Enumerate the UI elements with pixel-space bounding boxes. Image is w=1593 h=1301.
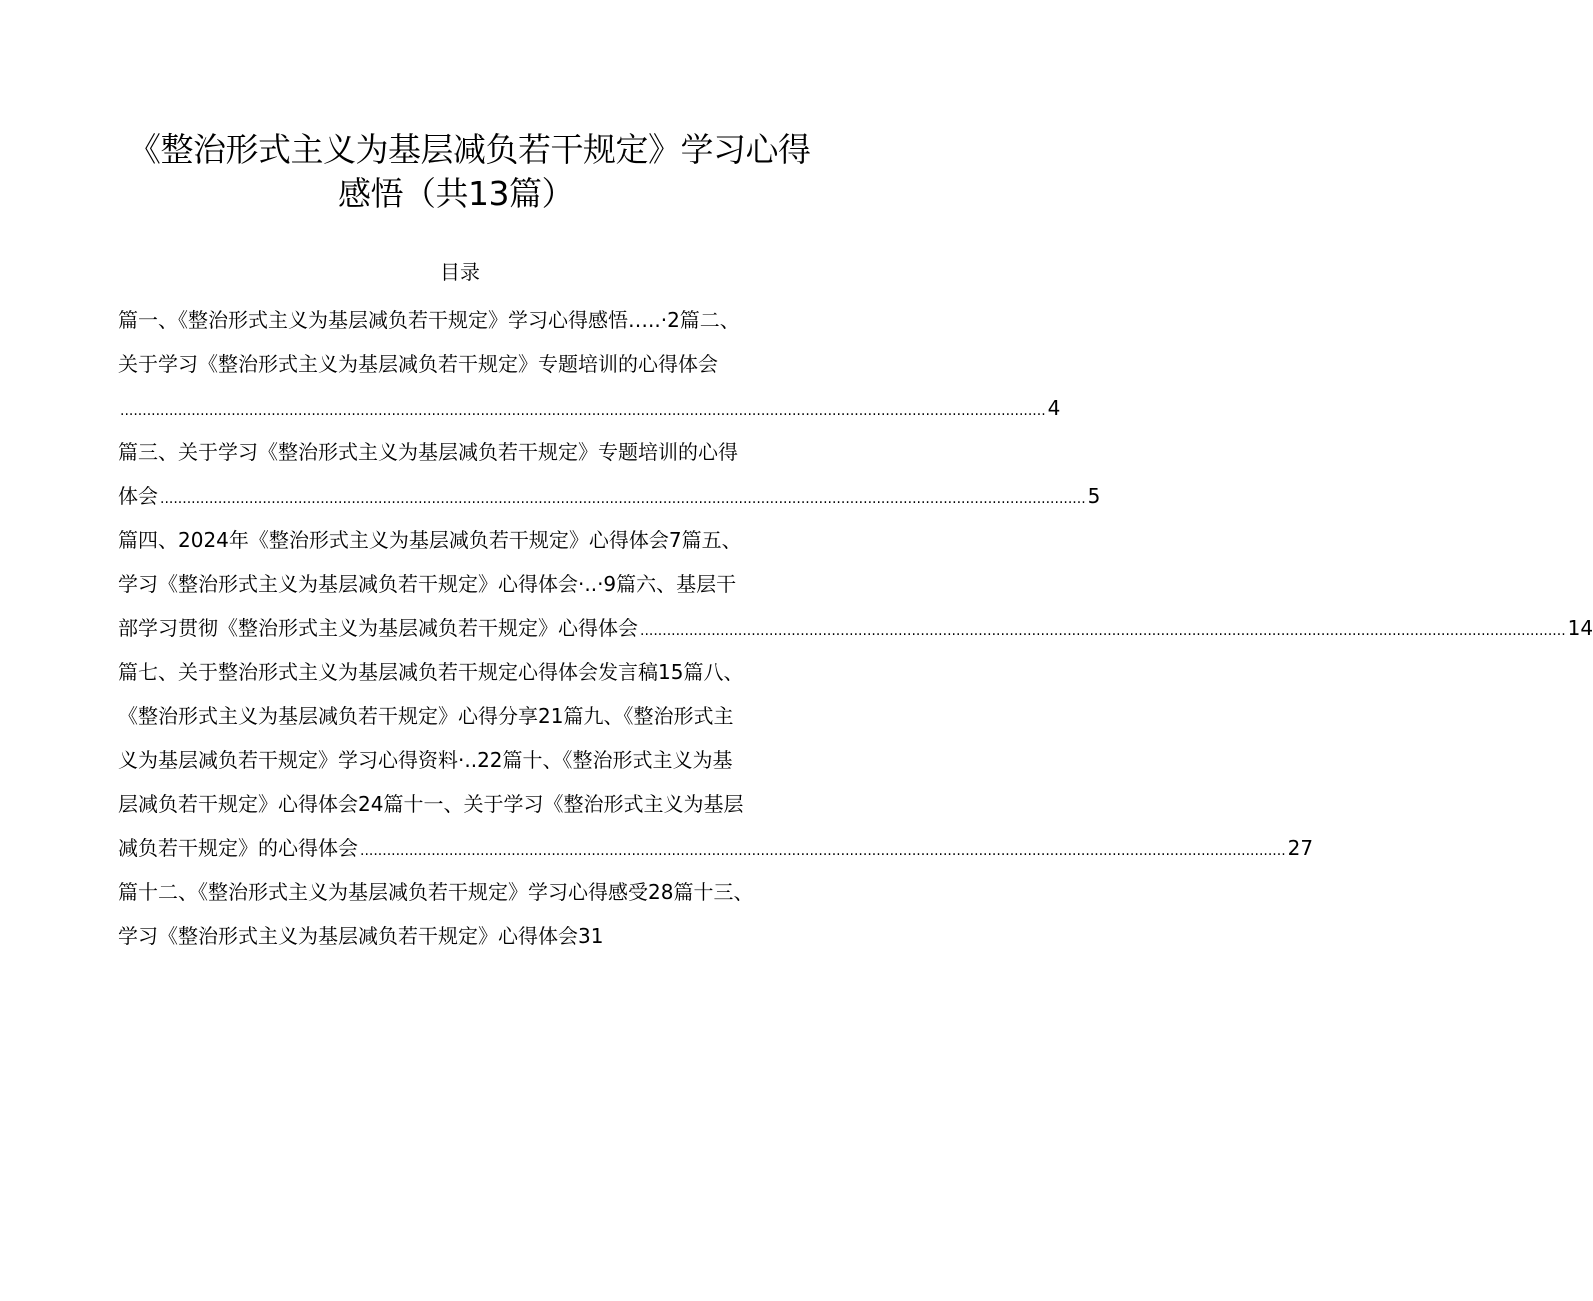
toc-line-leader [118,834,1314,865]
dot-leader: ................................................................................................................................................................................................................ [360,843,1286,859]
toc-line: 层减负若干规定》心得体会24篇十一、关于学习《整治形式主义为基层 [118,792,744,816]
toc-line: 关于学习《整治形式主义为基层减负若干规定》专题培训的心得体会 [118,352,718,376]
dot-leader: ................................................................................................................................................................................................................ [120,403,1046,419]
toc-page-number: 4 [1047,396,1061,420]
toc-line-leader [118,614,1593,645]
toc-line: 篇七、关于整治形式主义为基层减负若干规定心得体会发言稿15篇八、 [118,660,744,684]
document-title-line-2: 感悟（共13篇） [338,174,574,213]
toc-entry-text: 部学习贯彻《整治形式主义为基层减负若干规定》心得体会 [118,616,638,640]
dot-leader: ................................................................................................................................................................................................................ [160,491,1086,507]
toc-page-number: 5 [1087,484,1101,508]
toc-line-leader [118,394,1061,425]
toc-line: 篇三、关于学习《整治形式主义为基层减负若干规定》专题培训的心得 [118,440,738,464]
toc-entry-text: 体会 [118,484,158,508]
toc-line: 学习《整治形式主义为基层减负若干规定》心得体会31 [118,924,604,948]
toc-page-number: 27 [1287,836,1314,860]
toc-entry-text: 减负若干规定》的心得体会 [118,836,358,860]
dot-leader: ................................................................................................................................................................................................................ [640,623,1566,639]
toc-line: 篇四、2024年《整治形式主义为基层减负若干规定》心得体会7篇五、 [118,528,742,552]
toc-line: 篇一、《整治形式主义为基层减负若干规定》学习心得感悟…..·2篇二、 [118,308,740,332]
toc-line: 义为基层减负若干规定》学习心得资料·..22篇十、《整治形式主义为基 [118,748,733,772]
toc-line: 篇十二、《整治形式主义为基层减负若干规定》学习心得感受28篇十三、 [118,880,754,904]
toc-line: 《整治形式主义为基层减负若干规定》心得分享21篇九、《整治形式主 [118,704,734,728]
document-title-line-1: 《整治形式主义为基层减负若干规定》学习心得 [128,130,811,169]
toc-line: 学习《整治形式主义为基层减负若干规定》心得体会·..·9篇六、基层干 [118,572,737,596]
toc-heading: 目录 [440,260,480,284]
toc-line-leader [118,482,1101,513]
toc-page-number: 14 [1567,616,1593,640]
